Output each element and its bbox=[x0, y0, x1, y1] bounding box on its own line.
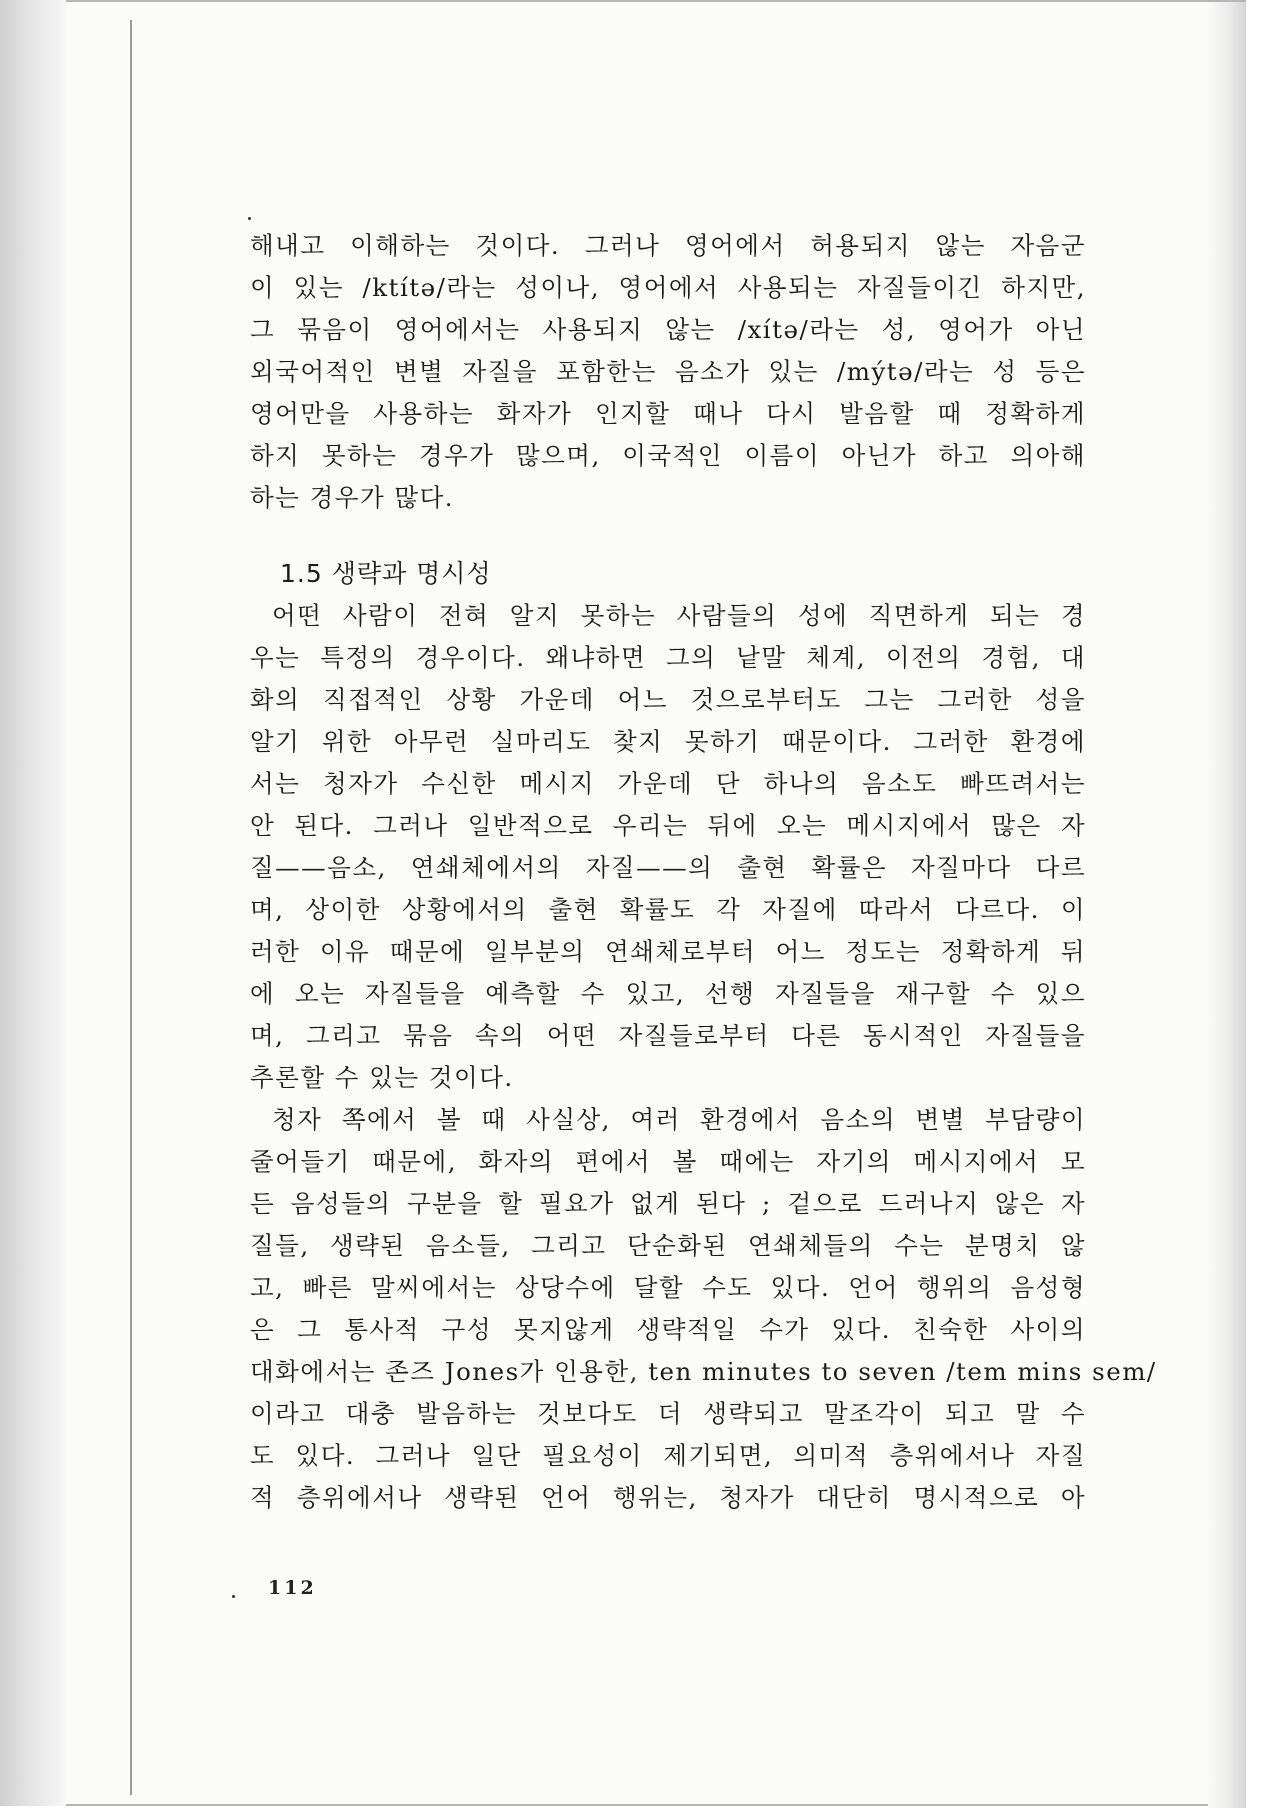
text-line: 줄어들기 때문에, 화자의 편에서 볼 때에는 자기의 메시지에서 모 bbox=[250, 1147, 1086, 1176]
text-line: 해내고 이해하는 것이다. 그러나 영어에서 허용되지 않는 자음군 bbox=[250, 231, 1086, 260]
text-line: 안 된다. 그러나 일반적으로 우리는 뒤에 오는 메시지에서 많은 자 bbox=[250, 811, 1086, 840]
section-heading: 1.5 생략과 명시성 bbox=[280, 559, 492, 588]
text-line: 며, 그리고 묶음 속의 어떤 자질들로부터 다른 동시적인 자질들을 bbox=[250, 1021, 1086, 1050]
text-line: 어떤 사람이 전혀 알지 못하는 사람들의 성에 직면하게 되는 경 bbox=[272, 601, 1086, 630]
text-line: 고, 빠른 말씨에서는 상당수에 달할 수도 있다. 언어 행위의 음성형 bbox=[250, 1273, 1086, 1302]
text-line: 며, 상이한 상황에서의 출현 확률도 각 자질에 따라서 다르다. 이 bbox=[250, 895, 1086, 924]
text-line: 영어만을 사용하는 화자가 인지할 때나 다시 발음할 때 정확하게 bbox=[250, 399, 1086, 428]
text-line: 추론할 수 있는 것이다. bbox=[250, 1063, 514, 1092]
text-line: 대화에서는 존즈 Jones가 인용한, ten minutes to seven /tem mins sem/ bbox=[250, 1357, 1157, 1386]
paragraph bbox=[250, 1099, 1157, 1519]
text-line: 하는 경우가 많다. bbox=[250, 483, 455, 512]
page-edge-line bbox=[130, 20, 132, 1795]
page-gutter-shadow bbox=[1208, 2, 1246, 1808]
book-spine-edge bbox=[0, 0, 70, 1806]
page-number: 112 bbox=[268, 1577, 317, 1599]
text-line: 우는 특정의 경우이다. 왜냐하면 그의 낱말 체계, 이전의 경험, 대 bbox=[250, 643, 1086, 672]
text-line: 질들, 생략된 음소들, 그리고 단순화된 연쇄체들의 수는 분명치 않 bbox=[250, 1231, 1086, 1260]
text-line: 은 그 통사적 구성 못지않게 생략적일 수가 있다. 친숙한 사이의 bbox=[250, 1315, 1086, 1344]
text-line: 적 층위에서나 생략된 언어 행위는, 청자가 대단히 명시적으로 아 bbox=[250, 1483, 1086, 1512]
text-line: 그 묶음이 영어에서는 사용되지 않는 /xítə/라는 성, 영어가 아닌 bbox=[250, 315, 1086, 344]
text-line: 도 있다. 그러나 일단 필요성이 제기되면, 의미적 층위에서나 자질 bbox=[250, 1441, 1086, 1470]
text-line: 이 있는 /ktítə/라는 성이나, 영어에서 사용되는 자질들이긴 하지만, bbox=[250, 273, 1086, 302]
text-line: 에 오는 자질들을 예측할 수 있고, 선행 자질들을 재구할 수 있으 bbox=[250, 979, 1086, 1008]
text-line: 알기 위한 아무런 실마리도 찾지 못하기 때문이다. 그러한 환경에 bbox=[250, 727, 1086, 756]
text-line: 외국어적인 변별 자질을 포함한는 음소가 있는 /mýtə/라는 성 등은 bbox=[250, 357, 1086, 386]
text-line: 서는 청자가 수신한 메시지 가운데 단 하나의 음소도 빠뜨려서는 bbox=[250, 769, 1086, 798]
paragraph bbox=[250, 225, 1086, 519]
text-line: 든 음성들의 구분을 할 필요가 없게 된다 ; 겉으로 드러나지 않은 자 bbox=[250, 1189, 1086, 1218]
text-line: 화의 직접적인 상황 가운데 어느 것으로부터도 그는 그러한 성을 bbox=[250, 685, 1086, 714]
speck-mark bbox=[232, 1595, 235, 1598]
page-text bbox=[250, 225, 1157, 1519]
text-line: 러한 이유 때문에 일부분의 연쇄체로부터 어느 정도는 정확하게 뒤 bbox=[250, 937, 1086, 966]
text-line: 청자 쪽에서 볼 때 사실상, 여러 환경에서 음소의 변별 부담량이 bbox=[272, 1105, 1086, 1134]
text-line: 질——음소, 연쇄체에서의 자질——의 출현 확률은 자질마다 다르 bbox=[250, 853, 1086, 882]
text-line: 이라고 대충 발음하는 것보다도 더 생략되고 말조각이 되고 말 수 bbox=[250, 1399, 1086, 1428]
text-line: 하지 못하는 경우가 많으며, 이국적인 이름이 아닌가 하고 의아해 bbox=[250, 441, 1086, 470]
speck-mark bbox=[248, 217, 251, 220]
paragraph bbox=[250, 595, 1086, 1099]
